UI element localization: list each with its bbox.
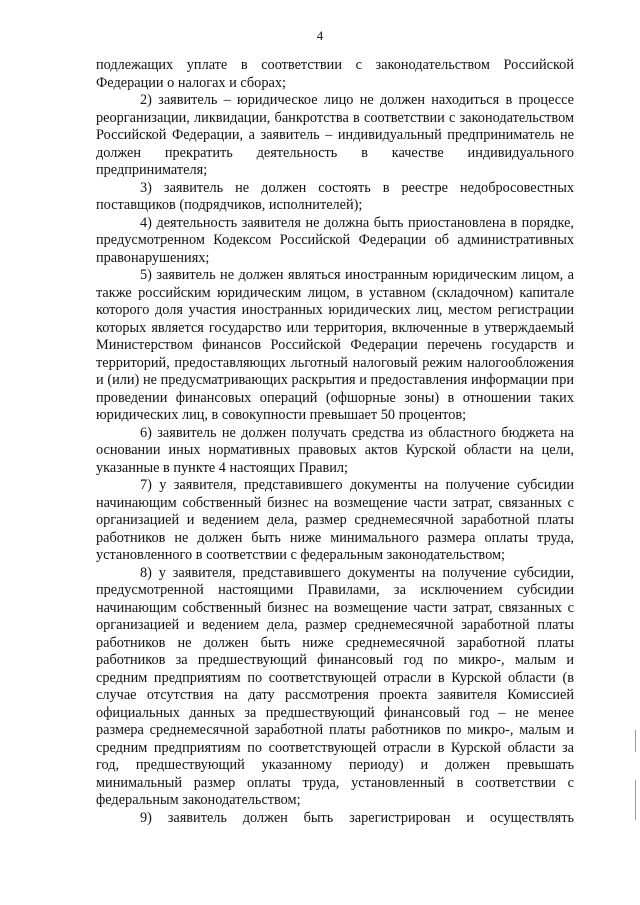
page-number: 4	[316, 28, 324, 43]
paragraph-item-6: 6) заявитель не должен получать средства из областного бюджета на основании иных нормативных правовых актов Курской области на цели, указанные в пункте 4 настоящих Правил;	[96, 424, 574, 476]
scan-edge-mark	[635, 780, 636, 820]
paragraph-item-9: 9) заявитель должен быть зарегистрирован и осуществлять	[140, 809, 574, 826]
paragraph-continuation: подлежащих уплате в соответствии с законодательством Российской Федерации о налогах и сборах;	[96, 57, 574, 91]
paragraph-item-5: 5) заявитель не должен являться иностранным юридическим лицом, а также российским юридическим лицом, в уставном (складочном) капитале которого доля участия иностранных юридических лиц, местом регистрации которых является государство или территория, включенные в утверждаемый Министерством финансов Российской Федерации перечень государств и территорий, предоставляющих льготный налоговый режим налогообложения и (или) не предусматривающих раскрытия и предоставления информации при проведении финансовых операций (офшорные зоны) в отношении таких юридических лиц, в совокупности превышает 50 процентов;	[96, 267, 574, 423]
paragraph-item-8: 8) у заявителя, представившего документы на получение субсидии, предусмотренной настоящими Правилами, за исключением субсидии начинающим собственный бизнес на возмещение части затрат, связанных с организацией и ведением дела, размер среднемесячной заработной платы работников не должен быть ниже среднемесячной заработной платы работников за предшествующий финансовый год по микро-, малым и средним предприятиям по соответствующей отрасли в Курской области (в случае отсутствия на дату рассмотрения проекта заявителя Комиссией официальных данных за предшествующий финансовый год – не менее размера среднемесячной заработной платы работников по микро-, малым и средним предприятиям по соответствующей отрасли в Курской области за год, предшествующий указанному периоду) и должен превышать минимальный размер оплаты труда, установленный в соответствии с федеральным законодательством;	[96, 564, 574, 808]
paragraph-item-7: 7) у заявителя, представившего документы на получение субсидии начинающим собственный бизнес на возмещение части затрат, связанных с организацией и ведением дела, размер среднемесячной заработной платы работников не должен быть ниже минимального размера оплаты труда, установленного в соответствии с федеральным законодательством;	[96, 477, 574, 563]
scan-edge-mark	[635, 730, 636, 752]
paragraph-item-4: 4) деятельность заявителя не должна быть приостановлена в порядке, предусмотренном Кодексом Российской Федерации об административных правонарушениях;	[96, 214, 574, 266]
paragraph-item-3: 3) заявитель не должен состоять в реестре недобросовестных поставщиков (подрядчиков, исполнителей);	[96, 179, 574, 213]
paragraph-item-2: 2) заявитель – юридическое лицо не должен находиться в процессе реорганизации, ликвидации, банкротства в соответствии с законодательством Российской Федерации, а заявитель – индивидуальный предприниматель не должен прекратить деятельность в качестве индивидуального предпринимателя;	[96, 92, 574, 178]
document-body	[96, 57, 574, 827]
